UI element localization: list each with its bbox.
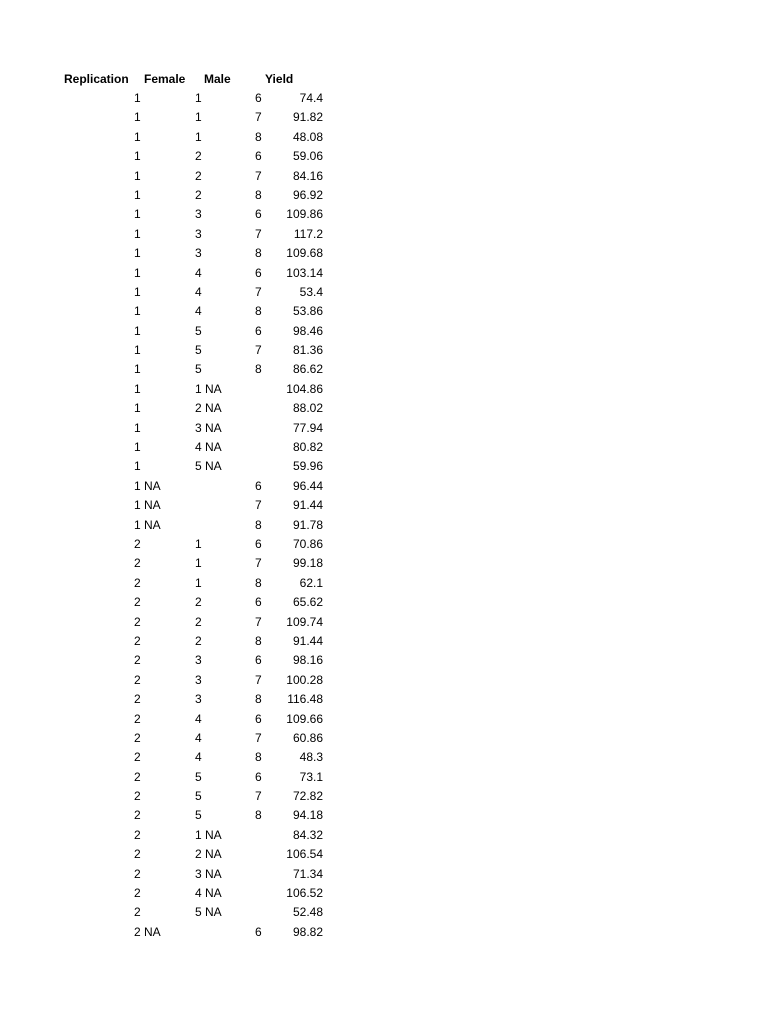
table-row — [0, 865, 768, 884]
table-row — [0, 613, 768, 632]
cell-replication: 1 — [134, 168, 141, 183]
cell-yield: 109.68 — [286, 246, 323, 261]
table-row — [0, 244, 768, 263]
table-row — [0, 671, 768, 690]
cell-male: 7 — [255, 730, 262, 745]
cell-yield: 62.1 — [299, 575, 323, 590]
header-row — [0, 69, 768, 89]
cell-male: 6 — [255, 323, 262, 338]
cell-female: 4 — [195, 730, 202, 745]
cell-replication: 2 — [134, 789, 141, 804]
table-row — [0, 903, 768, 922]
header-female: Female — [144, 72, 186, 86]
cell-replication: 2 — [134, 866, 141, 881]
cell-male: 7 — [255, 168, 262, 183]
cell-yield: 100.28 — [286, 672, 323, 687]
cell-yield: 96.92 — [292, 187, 323, 202]
cell-replication: 2 — [134, 769, 141, 784]
table-row — [0, 806, 768, 825]
cell-male: 7 — [255, 343, 262, 358]
cell-female: 2 — [195, 187, 202, 202]
cell-female: 5 — [195, 808, 202, 823]
table-row — [0, 205, 768, 224]
cell-male: 8 — [255, 517, 262, 532]
cell-male: 6 — [255, 924, 262, 939]
cell-replication: 2 — [134, 692, 141, 707]
cell-male: 7 — [255, 789, 262, 804]
table-row — [0, 729, 768, 748]
cell-yield: 109.86 — [286, 207, 323, 222]
cell-replication: 1 — [134, 381, 141, 396]
cell-female: 4 NA — [195, 440, 222, 455]
cell-replication: 1 — [134, 362, 141, 377]
cell-male: 6 — [255, 265, 262, 280]
cell-male: 6 — [255, 769, 262, 784]
cell-yield: 52.48 — [292, 905, 323, 920]
cell-male: 7 — [255, 498, 262, 513]
cell-replication: 1 — [134, 440, 141, 455]
cell-yield: 91.44 — [292, 633, 323, 648]
cell-replication: 1 — [134, 246, 141, 261]
cell-male: 8 — [255, 362, 262, 377]
cell-female: 5 — [195, 789, 202, 804]
header-yield: Yield — [265, 72, 294, 86]
cell-female: 1 — [195, 536, 202, 551]
cell-female: 4 — [195, 265, 202, 280]
cell-yield: 116.48 — [287, 692, 323, 707]
cell-yield: 98.82 — [292, 924, 323, 939]
cell-replication: 2 — [134, 847, 141, 862]
cell-replication: 1 — [134, 149, 141, 164]
cell-yield: 77.94 — [292, 420, 323, 435]
cell-female: 2 — [195, 168, 202, 183]
cell-replication: 1 — [134, 343, 141, 358]
cell-yield: 73.1 — [299, 769, 323, 784]
cell-female: 3 — [195, 692, 202, 707]
cell-female: 3 — [195, 246, 202, 261]
cell-yield: 106.52 — [286, 886, 323, 901]
table-row — [0, 496, 768, 515]
table-row — [0, 710, 768, 729]
cell-replication: 1 — [134, 420, 141, 435]
cell-yield: 103.14 — [286, 265, 323, 280]
table-row — [0, 283, 768, 302]
cell-replication: 1 — [134, 207, 141, 222]
table-row — [0, 419, 768, 438]
cell-male: 7 — [255, 110, 262, 125]
cell-female: 1 NA — [195, 827, 222, 842]
cell-female: 3 — [195, 207, 202, 222]
cell-female: 2 — [195, 595, 202, 610]
table-row — [0, 225, 768, 244]
table-row — [0, 787, 768, 806]
cell-yield: 53.86 — [292, 304, 323, 319]
table-row — [0, 845, 768, 864]
table-row — [0, 399, 768, 418]
cell-male: 8 — [255, 129, 262, 144]
cell-replication: 1 — [134, 91, 141, 105]
cell-male: 8 — [255, 750, 262, 765]
table-row — [0, 186, 768, 205]
cell-female: 5 NA — [195, 905, 222, 920]
cell-replication: 2 — [134, 886, 141, 901]
cell-male: 6 — [255, 595, 262, 610]
cell-yield: 84.32 — [292, 827, 323, 842]
table-row — [0, 302, 768, 321]
cell-yield: 53.4 — [299, 284, 323, 299]
cell-replication: 2 — [134, 595, 141, 610]
header-replication: Replication — [64, 72, 129, 86]
cell-yield: 48.08 — [292, 129, 323, 144]
cell-female: 1 NA — [195, 381, 222, 396]
cell-male: 6 — [255, 536, 262, 551]
cell-replication: 1 NA — [134, 498, 161, 513]
cell-male: 7 — [255, 556, 262, 571]
cell-yield: 80.82 — [292, 440, 323, 455]
table-row — [0, 651, 768, 670]
cell-male: 7 — [255, 614, 262, 629]
cell-yield: 70.86 — [292, 536, 323, 551]
cell-replication: 1 — [134, 401, 141, 416]
table-row — [0, 826, 768, 845]
cell-male: 7 — [255, 672, 262, 687]
cell-replication: 2 — [134, 575, 141, 590]
cell-replication: 1 — [134, 110, 141, 125]
cell-replication: 2 — [134, 730, 141, 745]
cell-yield: 91.82 — [292, 110, 323, 125]
table-row — [0, 128, 768, 147]
cell-replication: 2 — [134, 653, 141, 668]
cell-replication: 1 — [134, 284, 141, 299]
cell-female: 5 — [195, 323, 202, 338]
cell-yield: 72.82 — [292, 789, 323, 804]
cell-female: 4 — [195, 750, 202, 765]
table-row — [0, 438, 768, 457]
cell-replication: 1 — [134, 187, 141, 202]
table-row — [0, 341, 768, 360]
cell-replication: 2 — [134, 536, 141, 551]
table-row — [0, 593, 768, 612]
table-row — [0, 89, 768, 108]
cell-replication: 1 NA — [134, 478, 161, 493]
cell-male: 7 — [255, 226, 262, 241]
cell-male: 8 — [255, 808, 262, 823]
cell-replication: 2 — [134, 556, 141, 571]
cell-female: 4 NA — [195, 886, 222, 901]
cell-replication: 2 — [134, 827, 141, 842]
cell-male: 8 — [255, 692, 262, 707]
cell-male: 8 — [255, 246, 262, 261]
cell-replication: 1 — [134, 323, 141, 338]
table-row — [0, 574, 768, 593]
table-row — [0, 108, 768, 127]
cell-yield: 91.44 — [292, 498, 323, 513]
cell-male: 6 — [255, 207, 262, 222]
cell-female: 5 NA — [195, 459, 222, 474]
cell-female: 3 NA — [195, 866, 222, 881]
cell-male: 8 — [255, 304, 262, 319]
cell-male: 8 — [255, 633, 262, 648]
table-row — [0, 748, 768, 767]
cell-replication: 1 — [134, 459, 141, 474]
cell-yield: 109.74 — [286, 614, 323, 629]
cell-replication: 1 — [134, 265, 141, 280]
cell-female: 2 — [195, 633, 202, 648]
table-row — [0, 322, 768, 341]
cell-yield: 98.16 — [292, 653, 323, 668]
cell-female: 4 — [195, 304, 202, 319]
cell-yield: 48.3 — [299, 750, 323, 765]
table-body — [0, 89, 768, 942]
cell-yield: 88.02 — [292, 401, 323, 416]
cell-replication: 2 — [134, 711, 141, 726]
cell-female: 3 — [195, 672, 202, 687]
cell-yield: 98.46 — [292, 323, 323, 338]
cell-replication: 1 — [134, 129, 141, 144]
cell-replication: 2 NA — [134, 924, 161, 939]
cell-yield: 74.4 — [299, 91, 323, 105]
table-row — [0, 147, 768, 166]
cell-yield: 86.62 — [292, 362, 323, 377]
cell-female: 2 NA — [195, 401, 222, 416]
header-male: Male — [204, 72, 231, 86]
cell-male: 6 — [255, 653, 262, 668]
cell-yield: 106.54 — [286, 847, 323, 862]
cell-yield: 91.78 — [292, 517, 323, 532]
cell-female: 2 — [195, 614, 202, 629]
cell-replication: 1 — [134, 226, 141, 241]
cell-yield: 109.66 — [286, 711, 323, 726]
cell-female: 1 — [195, 556, 202, 571]
cell-replication: 2 — [134, 750, 141, 765]
cell-yield: 96.44 — [292, 478, 323, 493]
cell-replication: 1 — [134, 304, 141, 319]
table-row — [0, 884, 768, 903]
cell-female: 5 — [195, 769, 202, 784]
table-row — [0, 457, 768, 476]
cell-yield: 104.86 — [286, 381, 323, 396]
cell-female: 1 — [195, 129, 202, 144]
table-row — [0, 167, 768, 186]
cell-female: 1 — [195, 91, 202, 105]
data-table — [0, 69, 768, 942]
cell-male: 6 — [255, 149, 262, 164]
cell-replication: 1 NA — [134, 517, 161, 532]
cell-male: 8 — [255, 575, 262, 590]
cell-female: 3 — [195, 653, 202, 668]
cell-yield: 60.86 — [292, 730, 323, 745]
cell-replication: 2 — [134, 672, 141, 687]
table-row — [0, 768, 768, 787]
cell-yield: 94.18 — [292, 808, 323, 823]
cell-yield: 59.96 — [292, 459, 323, 474]
table-row — [0, 516, 768, 535]
cell-female: 5 — [195, 343, 202, 358]
table-row — [0, 632, 768, 651]
cell-yield: 81.36 — [292, 343, 323, 358]
cell-female: 4 — [195, 711, 202, 726]
cell-replication: 2 — [134, 905, 141, 920]
cell-replication: 2 — [134, 614, 141, 629]
cell-male: 6 — [255, 91, 262, 105]
cell-female: 1 — [195, 575, 202, 590]
cell-male: 8 — [255, 187, 262, 202]
cell-yield: 59.06 — [292, 149, 323, 164]
cell-female: 2 — [195, 149, 202, 164]
cell-yield: 99.18 — [292, 556, 323, 571]
cell-male: 6 — [255, 711, 262, 726]
table-row — [0, 264, 768, 283]
cell-female: 2 NA — [195, 847, 222, 862]
cell-replication: 2 — [134, 808, 141, 823]
cell-replication: 2 — [134, 633, 141, 648]
table-row — [0, 360, 768, 379]
cell-yield: 71.34 — [292, 866, 323, 881]
table-row — [0, 690, 768, 709]
cell-male: 7 — [255, 284, 262, 299]
cell-female: 3 NA — [195, 420, 222, 435]
cell-female: 4 — [195, 284, 202, 299]
cell-yield: 65.62 — [292, 595, 323, 610]
cell-female: 1 — [195, 110, 202, 125]
table-row — [0, 380, 768, 399]
cell-female: 3 — [195, 226, 202, 241]
cell-yield: 117.2 — [293, 226, 323, 241]
table-row — [0, 554, 768, 573]
table-row — [0, 477, 768, 496]
cell-female: 5 — [195, 362, 202, 377]
table-row — [0, 923, 768, 942]
cell-yield: 84.16 — [292, 168, 323, 183]
cell-male: 6 — [255, 478, 262, 493]
table-row — [0, 535, 768, 554]
